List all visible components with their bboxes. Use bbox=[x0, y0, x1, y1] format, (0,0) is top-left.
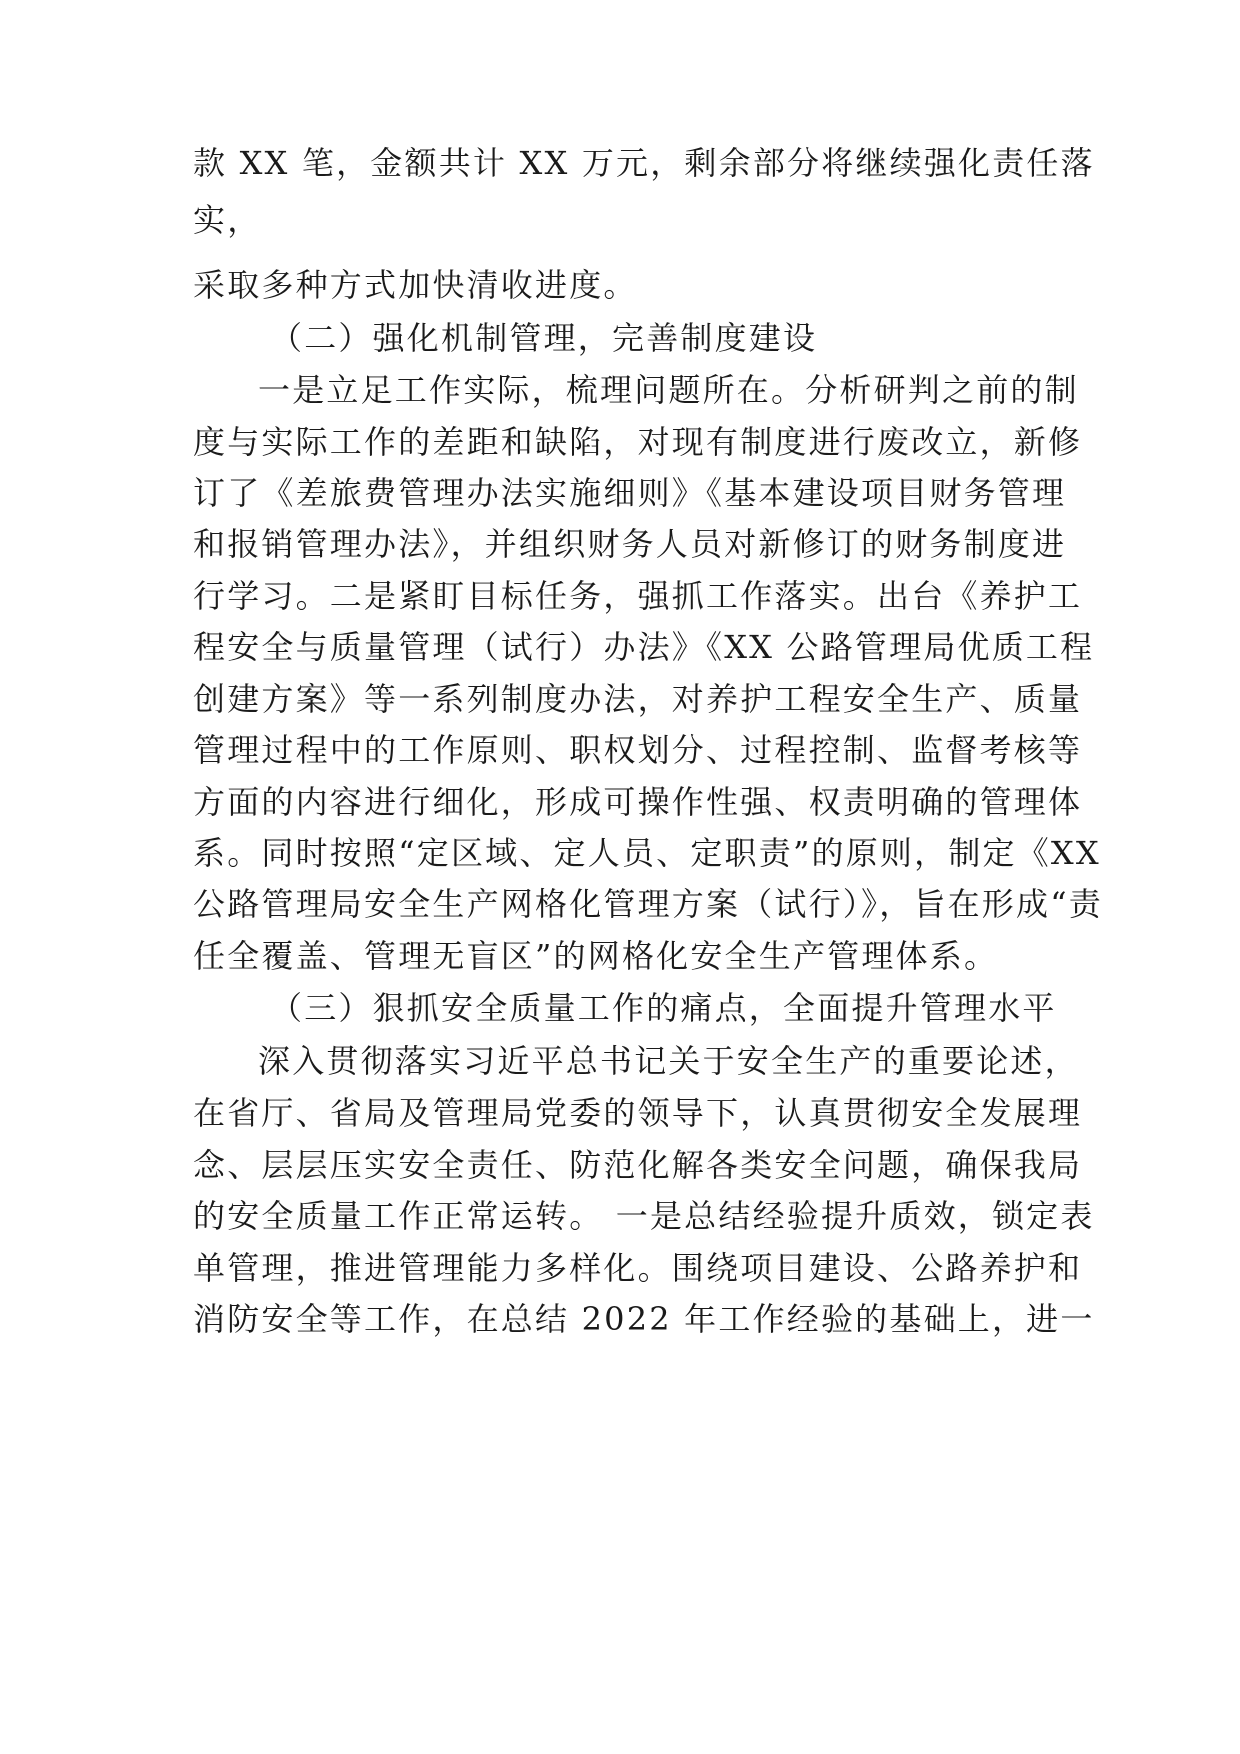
paragraph-line: 系。同时按照“定区域、定人员、定职责”的原则，制定《XX bbox=[193, 834, 1101, 872]
paragraph-line: 行学习。二是紧盯目标任务，强抓工作落实。出台《养护工 bbox=[193, 577, 1083, 615]
paragraph-line: 方面的内容进行细化，形成可操作性强、权责明确的管理体 bbox=[193, 783, 1083, 821]
paragraph-line: 订了《差旅费管理办法实施细则》《基本建设项目财务管理 bbox=[193, 474, 1067, 512]
paragraph-line: 念、层层压实安全责任、防范化解各类安全问题，确保我局 bbox=[193, 1146, 1083, 1184]
paragraph-line: 创建方案》等一系列制度办法，对养护工程安全生产、质量 bbox=[193, 680, 1083, 718]
paragraph-line: 采取多种方式加快清收进度。 bbox=[193, 266, 638, 304]
paragraph-line: 在省厅、省局及管理局党委的领导下，认真贯彻安全发展理 bbox=[193, 1094, 1083, 1132]
paragraph-line: 深入贯彻落实习近平总书记关于安全生产的重要论述， bbox=[258, 1042, 1079, 1080]
paragraph-line: 的安全质量工作正常运转。 一是总结经验提升质效，锁定表 bbox=[193, 1197, 1095, 1235]
paragraph-line: 任全覆盖、管理无盲区”的网格化安全生产管理体系。 bbox=[193, 937, 999, 975]
section-heading: （三）狠抓安全质量工作的痛点，全面提升管理水平 bbox=[270, 989, 1057, 1027]
paragraph-line: 消防安全等工作，在总结 2022 年工作经验的基础上，进一 bbox=[193, 1300, 1095, 1338]
paragraph-line: 款 XX 笔，金额共计 XX 万元，剩余部分将继续强化责任落 bbox=[193, 144, 1095, 182]
paragraph-line: 公路管理局安全生产网格化管理方案（试行）》，旨在形成“责 bbox=[193, 885, 1103, 923]
paragraph-line: 程安全与质量管理（试行）办法》《XX 公路管理局优质工程 bbox=[193, 628, 1095, 666]
paragraph-line: 实， bbox=[193, 201, 262, 239]
paragraph-line: 一是立足工作实际，梳理问题所在。分析研判之前的制 bbox=[258, 371, 1079, 409]
section-heading: （二）强化机制管理，完善制度建设 bbox=[270, 319, 818, 357]
paragraph-line: 单管理，推进管理能力多样化。围绕项目建设、公路养护和 bbox=[193, 1249, 1083, 1287]
paragraph-line: 和报销管理办法》，并组织财务人员对新修订的财务制度进 bbox=[193, 525, 1067, 563]
paragraph-line: 管理过程中的工作原则、职权划分、过程控制、监督考核等 bbox=[193, 731, 1083, 769]
paragraph-line: 度与实际工作的差距和缺陷，对现有制度进行废改立，新修 bbox=[193, 423, 1083, 461]
